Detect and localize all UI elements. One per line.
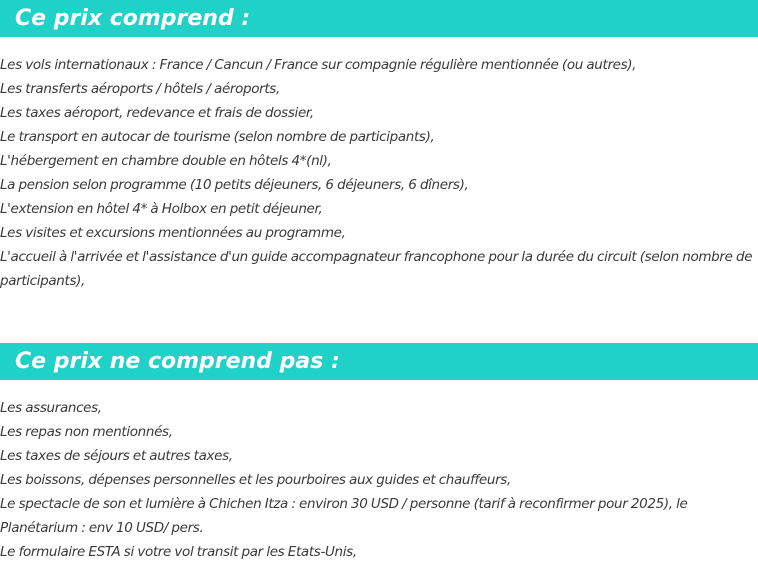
list-item: Les vols internationaux : France / Cancun / France sur compagnie régulière mentionnée (ou autres), bbox=[0, 57, 637, 73]
list-item: Les transferts aéroports / hôtels / aéroports, bbox=[0, 81, 280, 97]
list-item: Les taxes aéroport, redevance et frais de dossier, bbox=[0, 105, 314, 121]
list-item: L'extension en hôtel 4* à Holbox en petit déjeuner, bbox=[0, 201, 323, 217]
list-item: La pension selon programme (10 petits déjeuners, 6 déjeuners, 6 dîners), bbox=[0, 177, 469, 193]
list-item: Les assurances, bbox=[0, 400, 102, 416]
excludes-list bbox=[0, 396, 758, 564]
list-item: Les repas non mentionnés, bbox=[0, 424, 173, 440]
list-item: L'accueil à l'arrivée et l'assistance d'un guide accompagnateur francophone pour la durée du circuit (selon nombre de participants), bbox=[0, 249, 753, 289]
includes-heading: Ce prix comprend : bbox=[0, 0, 758, 37]
list-item: L'hébergement en chambre double en hôtels 4*(nl), bbox=[0, 153, 332, 169]
list-item: Le transport en autocar de tourisme (selon nombre de participants), bbox=[0, 129, 435, 145]
includes-list bbox=[0, 53, 758, 293]
list-item: Le formulaire ESTA si votre vol transit par les Etats-Unis, bbox=[0, 544, 357, 560]
list-item: Les visites et excursions mentionnées au programme, bbox=[0, 225, 346, 241]
excludes-heading: Ce prix ne comprend pas : bbox=[0, 343, 758, 380]
list-item: Les boissons, dépenses personnelles et les pourboires aux guides et chauffeurs, bbox=[0, 472, 511, 488]
list-item: Les taxes de séjours et autres taxes, bbox=[0, 448, 233, 464]
list-item: Le spectacle de son et lumière à Chichen Itza : environ 30 USD / personne (tarif à reconfirmer pour 2025), le Planétarium : env 10 USD/ pers. bbox=[0, 496, 688, 536]
